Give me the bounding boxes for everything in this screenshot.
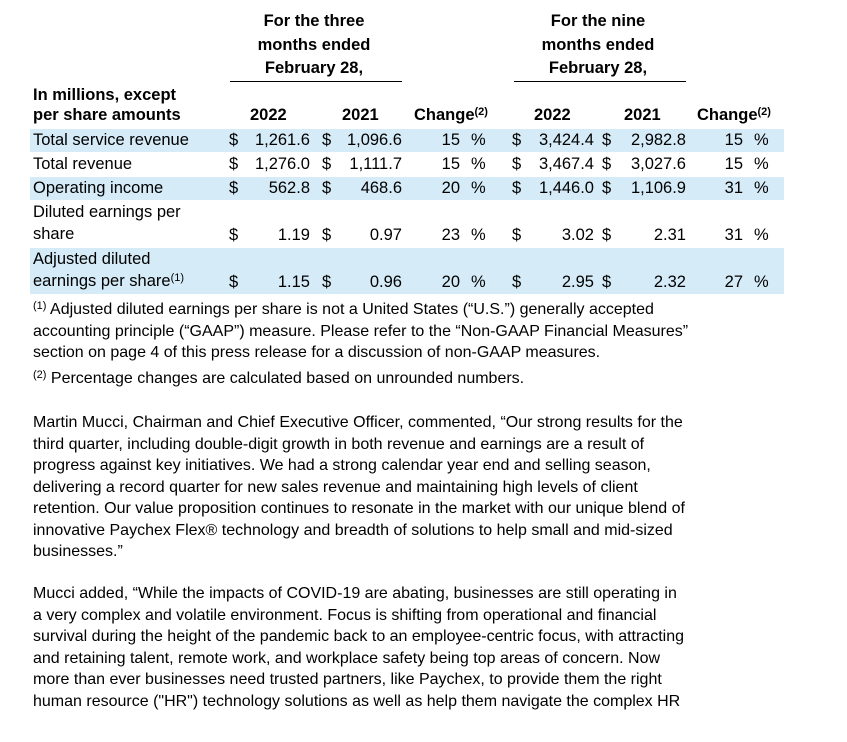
paragraph-line: innovative Paychex Flex® technology and breadth of solutions to help small and mid-sized <box>33 521 673 539</box>
cell-three-2021: 0.97 <box>369 226 402 244</box>
paragraph-line: businesses.” <box>33 543 123 560</box>
cell-nine-2021: 2.31 <box>653 226 686 244</box>
cell-three-2021: 1,111.7 <box>349 155 402 173</box>
table-row <box>30 129 784 152</box>
paragraph-line: third quarter, including double-digit growth in both revenue and earnings are a result of <box>33 435 645 453</box>
cell-three-2022: 1,276.0 <box>254 155 310 173</box>
cell-three-change: 15 <box>441 131 460 149</box>
footnote-1-marker: (1) <box>33 300 47 312</box>
currency-symbol: $ <box>602 155 612 173</box>
footnote-1 <box>33 299 688 364</box>
paragraph-line: human resource ("HR") technology solutions as well as help them navigate the complex HR <box>33 692 681 710</box>
footnote-ref-2: (2) <box>474 106 488 118</box>
group-header-line: February 28, <box>264 59 364 77</box>
cell-nine-2021: 2,982.8 <box>630 131 686 149</box>
group-underline-nine-months <box>514 81 686 82</box>
currency-symbol: $ <box>229 131 239 149</box>
col-header-nine-2022: 2022 <box>534 106 571 124</box>
percent-symbol: % <box>471 155 486 173</box>
paragraph-mucci-added <box>33 583 793 712</box>
currency-symbol: $ <box>322 131 332 149</box>
percent-symbol: % <box>471 226 486 244</box>
row-label-line: Total service revenue <box>33 131 189 149</box>
table-row <box>30 248 784 294</box>
currency-symbol: $ <box>322 226 332 244</box>
paragraph-line: retention. Our value proposition continues to resonate in the market with our unique blend of <box>33 500 685 517</box>
percent-symbol: % <box>754 131 769 149</box>
currency-symbol: $ <box>322 273 332 291</box>
paragraph-line: survival during the height of the pandemic back to an employee-centric focus, with attracting <box>33 628 685 645</box>
cell-three-2022: 562.8 <box>268 179 310 197</box>
row-label-line: Total revenue <box>33 155 133 173</box>
group-header-line: months ended <box>257 35 371 54</box>
group-header-nine-months <box>512 10 684 81</box>
cell-nine-2021: 1,106.9 <box>630 179 686 197</box>
cell-nine-2022: 1,446.0 <box>538 179 594 197</box>
percent-symbol: % <box>471 273 486 291</box>
footnote-1-text: Adjusted diluted earnings per share is not a United States (“U.S.”) generally accepted <box>50 301 654 318</box>
footnote-2-marker: (2) <box>33 369 47 381</box>
cell-nine-change: 15 <box>724 155 743 173</box>
col-header-three-change <box>414 105 488 125</box>
group-header-line: months ended <box>541 35 655 54</box>
footnote-1-line: section on page 4 of this press release for a discussion of non-GAAP measures. <box>33 344 601 361</box>
cell-nine-2021: 3,027.6 <box>630 155 686 173</box>
cell-three-change: 20 <box>441 273 460 291</box>
paragraph-line: and retaining talent, remote work, and workplace safety being top areas of concern. Now <box>33 649 661 667</box>
cell-three-change: 15 <box>441 155 460 173</box>
currency-symbol: $ <box>229 273 239 291</box>
cell-nine-change: 27 <box>724 273 743 291</box>
cell-nine-2022: 3,467.4 <box>538 155 594 173</box>
cell-nine-2022: 2.95 <box>561 273 594 291</box>
cell-nine-2022: 3.02 <box>561 226 594 244</box>
currency-symbol: $ <box>512 179 522 197</box>
cell-nine-change: 31 <box>724 226 743 244</box>
paragraph-line: progress against key initiatives. We had a strong calendar year end and selling season, <box>33 457 651 474</box>
cell-three-2022: 1.19 <box>277 226 310 244</box>
row-label-line: Diluted earnings per <box>33 203 181 221</box>
paragraph-line: delivering a record quarter for new sales revenue and maintaining high levels of client <box>33 478 638 496</box>
unit-label <box>33 85 181 125</box>
unit-label-line: In millions, except <box>33 86 177 104</box>
percent-symbol: % <box>754 155 769 173</box>
group-header-line: For the nine <box>550 12 646 30</box>
row-label <box>33 249 184 292</box>
currency-symbol: $ <box>512 155 522 173</box>
row-label <box>33 202 181 245</box>
currency-symbol: $ <box>602 179 612 197</box>
cell-three-2021: 0.96 <box>369 273 402 291</box>
currency-symbol: $ <box>229 155 239 173</box>
row-label-line: share <box>33 224 75 243</box>
cell-nine-2022: 3,424.4 <box>538 131 594 149</box>
cell-nine-2021: 2.32 <box>653 273 686 291</box>
currency-symbol: $ <box>322 179 332 197</box>
footnote-1-line <box>33 299 688 321</box>
paragraph-line: Martin Mucci, Chairman and Chief Executive Officer, commented, “Our strong results for the <box>33 414 683 431</box>
col-header-change-label: Change <box>414 106 475 124</box>
percent-symbol: % <box>471 179 486 197</box>
paragraph-line: more than ever businesses need trusted partners, like Paychex, to provide them the right <box>33 671 662 688</box>
table-row <box>30 153 784 176</box>
col-header-nine-change <box>697 105 771 125</box>
currency-symbol: $ <box>602 226 612 244</box>
cell-three-change: 23 <box>441 226 460 244</box>
group-header-line: For the three <box>263 12 365 30</box>
footnote-ref-1: (1) <box>170 271 185 284</box>
cell-three-2021: 468.6 <box>360 179 402 197</box>
footnote-2 <box>33 368 524 390</box>
footnote-2-text: Percentage changes are calculated based on unrounded numbers. <box>50 370 525 387</box>
paragraph-line: a very complex and volatile environment. Focus is shifting from operational and financial <box>33 606 657 624</box>
row-label-line: Operating income <box>33 179 164 197</box>
row-label <box>33 178 163 200</box>
col-header-three-2022: 2022 <box>250 106 287 124</box>
currency-symbol: $ <box>512 226 522 244</box>
cell-three-2022: 1,261.6 <box>254 131 310 149</box>
currency-symbol: $ <box>322 155 332 173</box>
currency-symbol: $ <box>602 273 612 291</box>
cell-three-2021: 1,096.6 <box>346 131 402 149</box>
percent-symbol: % <box>754 226 769 244</box>
currency-symbol: $ <box>602 131 612 149</box>
col-header-three-2021: 2021 <box>342 106 379 124</box>
group-header-three-months <box>228 10 400 81</box>
percent-symbol: % <box>754 179 769 197</box>
currency-symbol: $ <box>512 131 522 149</box>
currency-symbol: $ <box>229 226 239 244</box>
col-header-nine-2021: 2021 <box>624 106 661 124</box>
percent-symbol: % <box>754 273 769 291</box>
paragraph-line: Mucci added, “While the impacts of COVID-19 are abating, businesses are still operating in <box>33 585 677 602</box>
cell-nine-change: 31 <box>724 179 743 197</box>
unit-label-line: per share amounts <box>33 106 181 124</box>
col-header-change-label: Change <box>697 106 758 124</box>
row-label <box>33 130 189 152</box>
footnote-1-line: accounting principle (“GAAP”) measure. Please refer to the “Non-GAAP Financial Measures” <box>33 322 689 340</box>
row-label <box>33 154 132 176</box>
cell-three-2022: 1.15 <box>277 273 310 291</box>
table-row <box>30 201 784 247</box>
cell-three-change: 20 <box>441 179 460 197</box>
cell-nine-change: 15 <box>724 131 743 149</box>
table-row <box>30 177 784 200</box>
row-label-line: earnings per share$^{(1)}$ <box>33 271 185 290</box>
group-underline-three-months <box>230 81 402 82</box>
currency-symbol: $ <box>512 273 522 291</box>
row-label-line: Adjusted diluted <box>33 250 151 268</box>
percent-symbol: % <box>471 131 486 149</box>
paragraph-ceo-comment <box>33 412 793 563</box>
currency-symbol: $ <box>229 179 239 197</box>
group-header-line: February 28, <box>548 59 648 77</box>
footnote-ref-2: (2) <box>757 106 771 118</box>
